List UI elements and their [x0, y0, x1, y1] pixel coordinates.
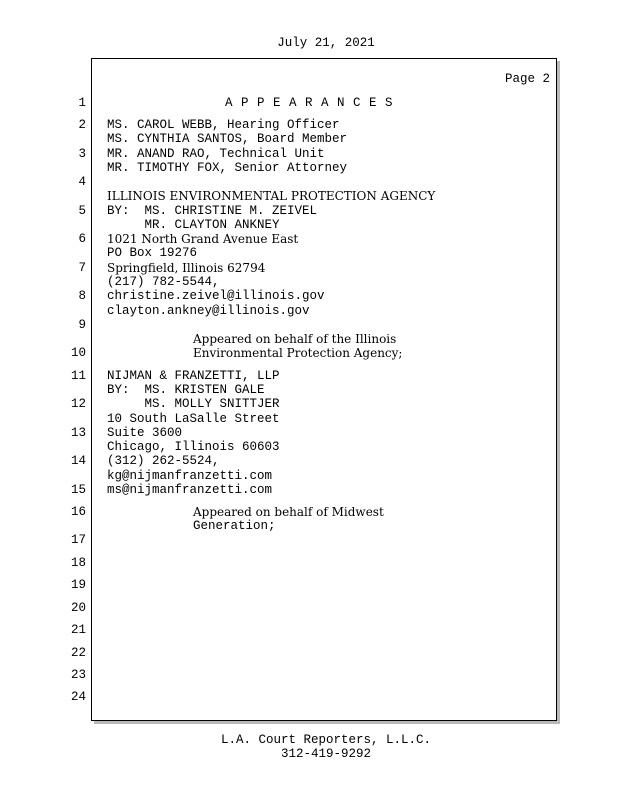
iepa-org: ILLINOIS ENVIRONMENTAL PROTECTION AGENCY — [107, 189, 436, 203]
nf-attorney: MS. MOLLY SNITTJER — [107, 397, 280, 411]
iepa-address: 1021 North Grand Avenue East — [107, 232, 299, 246]
iepa-attorney: MR. CLAYTON ANKNEY — [107, 218, 280, 232]
nf-address: Chicago, Illinois 60603 — [107, 440, 280, 454]
appearance-line: MR. ANAND RAO, Technical Unit — [107, 147, 325, 161]
transcript-date: July 21, 2021 — [277, 36, 375, 50]
line-number: 8 — [78, 289, 86, 303]
line-number: 7 — [78, 261, 86, 275]
line-number: 24 — [70, 690, 86, 704]
appearance-line: MS. CYNTHIA SANTOS, Board Member — [107, 132, 348, 146]
nf-org: NIJMAN & FRANZETTI, LLP — [107, 369, 280, 383]
line-number: 10 — [70, 346, 86, 360]
line-number: 18 — [70, 556, 86, 570]
line-number: 6 — [78, 232, 86, 246]
section-title: A P P E A R A N C E S — [225, 96, 394, 110]
nf-address: Suite 3600 — [107, 426, 183, 440]
line-number: 22 — [70, 646, 86, 660]
line-number: 16 — [70, 505, 86, 519]
line-number: 12 — [70, 397, 86, 411]
iepa-address: Springfield, Illinois 62794 — [107, 261, 266, 275]
line-number: 2 — [78, 118, 86, 132]
nf-behalf: Generation; — [193, 519, 276, 533]
line-number: 20 — [70, 601, 86, 615]
line-number: 1 — [78, 96, 86, 110]
iepa-email: clayton.ankney@illinois.gov — [107, 304, 310, 318]
nf-email: kg@nijmanfranzetti.com — [107, 469, 273, 483]
line-number: 4 — [78, 175, 86, 189]
iepa-attorney: BY: MS. CHRISTINE M. ZEIVEL — [107, 204, 318, 218]
iepa-phone: (217) 782-5544, — [107, 275, 220, 289]
footer-phone: 312-419-9292 — [280, 747, 371, 761]
line-number: 11 — [70, 369, 86, 383]
iepa-email: christine.zeivel@illinois.gov — [107, 289, 325, 303]
nf-attorney: BY: MS. KRISTEN GALE — [107, 383, 265, 397]
nf-behalf: Appeared on behalf of Midwest — [193, 505, 384, 519]
iepa-behalf: Environmental Protection Agency; — [193, 346, 403, 360]
footer-company: L.A. Court Reporters, L.L.C. — [220, 733, 432, 747]
line-number: 21 — [70, 623, 86, 637]
line-number: 9 — [78, 318, 86, 332]
nf-phone: (312) 262-5524, — [107, 454, 220, 468]
iepa-behalf: Appeared on behalf of the Illinois — [193, 332, 397, 346]
line-number: 3 — [78, 147, 86, 161]
line-number: 15 — [70, 483, 86, 497]
nf-address: 10 South LaSalle Street — [107, 412, 280, 426]
page-number: Page 2 — [504, 72, 550, 86]
line-number: 17 — [70, 533, 86, 547]
line-number: 14 — [70, 454, 86, 468]
line-number: 5 — [78, 204, 86, 218]
nf-email: ms@nijmanfranzetti.com — [107, 483, 273, 497]
appearance-line: MS. CAROL WEBB, Hearing Officer — [107, 118, 340, 132]
line-number: 13 — [70, 426, 86, 440]
line-number: 23 — [70, 668, 86, 682]
iepa-address: PO Box 19276 — [107, 246, 198, 260]
appearance-line: MR. TIMOTHY FOX, Senior Attorney — [107, 161, 348, 175]
footer — [0, 733, 618, 761]
line-number: 19 — [70, 578, 86, 592]
